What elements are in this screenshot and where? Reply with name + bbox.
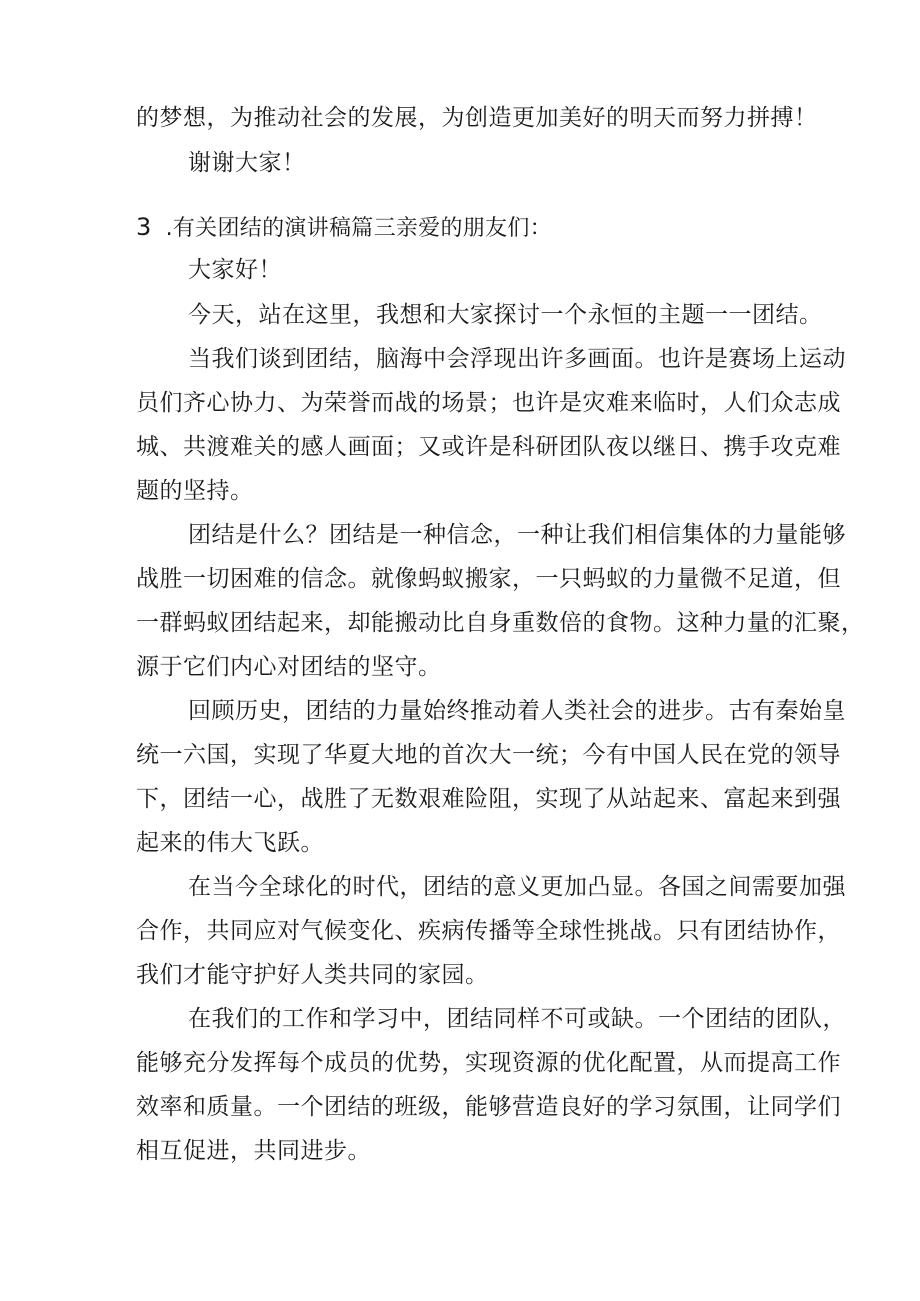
text-line: 统一六国，实现了华夏大地的首次大一统；今有中国人民在党的领导 (136, 742, 841, 768)
text-line: 谢谢大家！ (188, 150, 306, 176)
text-line: 城、共渡难关的感人画面；又或许是科研团队夜以继日、携手攻克难 (136, 434, 841, 460)
text-line: 的梦想，为推动社会的发展，为创造更加美好的明天而努力拼搏！ (136, 105, 818, 131)
text-line: 相互促进，共同进步。 (136, 1138, 371, 1164)
text-line: 战胜一切困难的信念。就像蚂蚁搬家，一只蚂蚁的力量微不足道，但 (136, 566, 841, 592)
text-line: 合作，共同应对气候变化、疾病传播等全球性挑战。只有团结协作， (136, 918, 841, 944)
section-number: 3 (136, 213, 152, 241)
text-line: 起来的伟大飞跃。 (136, 830, 324, 856)
text-line: 大家好！ (188, 257, 282, 283)
text-line: 一群蚂蚁团结起来，却能搬动比自身重数倍的食物。这种力量的汇聚， (136, 610, 865, 636)
text-line: 效率和质量。一个团结的班级，能够营造良好的学习氛围，让同学们 (136, 1094, 841, 1120)
text-line: 在当今全球化的时代，团结的意义更加凸显。各国之间需要加强 (188, 874, 846, 900)
section-title: .有关团结的演讲稿篇三亲爱的朋友们： (165, 216, 552, 241)
text-line: 下，团结一心，战胜了无数艰难险阻，实现了从站起来、富起来到强 (136, 786, 841, 812)
text-line: 题的坚持。 (136, 478, 254, 504)
text-line: 在我们的工作和学习中，团结同样不可或缺。一个团结的团队， (188, 1006, 846, 1032)
text-line: 今天，站在这里，我想和大家探讨一个永恒的主题一一团结。 (188, 302, 823, 328)
text-line: 源于它们内心对团结的坚守。 (136, 654, 442, 680)
text-line: 我们才能守护好人类共同的家园。 (136, 962, 489, 988)
text-line: 能够充分发挥每个成员的优势，实现资源的优化配置，从而提高工作 (136, 1050, 841, 1076)
text-line: 回顾历史，团结的力量始终推动着人类社会的进步。古有秦始皇 (188, 698, 846, 724)
text-line: 员们齐心协力、为荣誉而战的场景；也许是灾难来临时，人们众志成 (136, 390, 841, 416)
section-heading (136, 212, 552, 244)
text-line: 团结是什么？团结是一种信念，一种让我们相信集体的力量能够 (188, 522, 846, 548)
text-line: 当我们谈到团结，脑海中会浮现出许多画面。也许是赛场上运动 (188, 346, 846, 372)
